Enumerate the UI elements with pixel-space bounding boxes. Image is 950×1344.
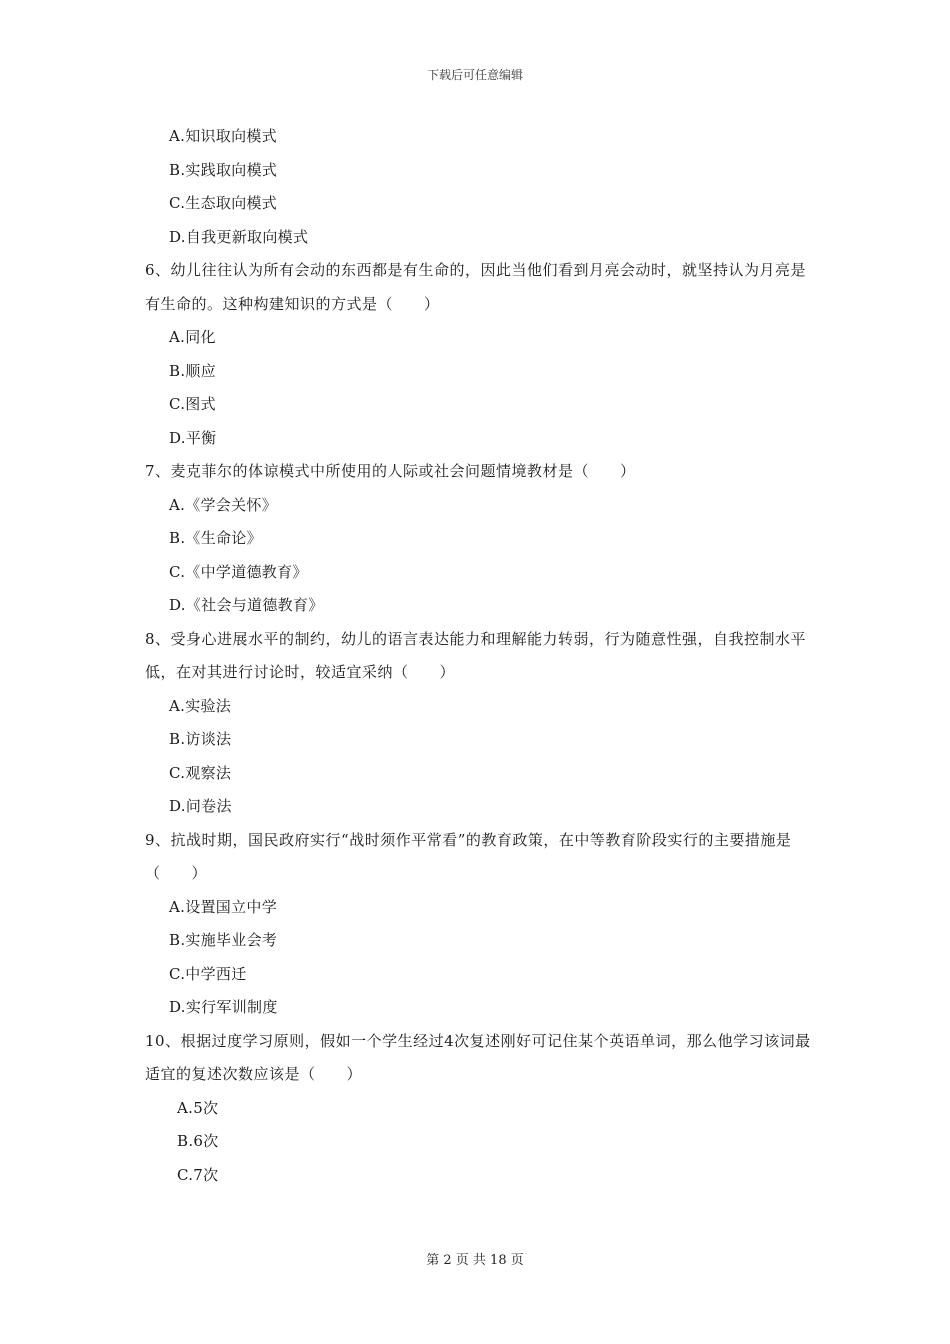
page-header: 下载后可任意编辑 [426, 68, 523, 82]
question-6: 6、幼儿往往认为所有会动的东西都是有生命的，因此当他们看到月亮会动时，就坚持认为月亮是有生命的。这种构建知识的方式是（ ） [145, 261, 807, 313]
option-5b: B.实践取向模式 [169, 160, 278, 179]
option-10b: B.6次 [177, 1132, 219, 1150]
option-8b: B.访谈法 [169, 730, 232, 748]
question-8: 8、受身心进展水平的制约，幼儿的语言表达能力和理解能力转弱，行为随意性强，自我控制水平低，在对其进行讨论时，较适宜采纳（ ） [145, 629, 807, 681]
option-7d: D.《社会与道德教育》 [169, 596, 324, 614]
option-6c: C.图式 [169, 395, 216, 413]
option-9c: C.中学西迁 [169, 964, 247, 983]
option-8d: D.问卷法 [169, 797, 232, 815]
option-7b: B.《生命论》 [169, 529, 262, 547]
question-10: 10、根据过度学习原则，假如一个学生经过4次复述刚好可记住某个英语单词，那么他学习该词最适宜的复述次数应该是（ ） [145, 1031, 811, 1083]
question-9: 9、抗战时期，国民政府实行“战时须作平常看”的教育政策，在中等教育阶段实行的主要措施是（ ） [145, 830, 792, 882]
option-5a: A.知识取向模式 [169, 127, 278, 145]
option-8a: A.实验法 [169, 696, 232, 715]
option-6d: D.平衡 [169, 428, 217, 447]
page-footer: 第 2 页 共 18 页 [426, 1253, 524, 1268]
option-10a: A.5次 [177, 1098, 219, 1117]
option-7c: C.《中学道德教育》 [169, 562, 308, 581]
option-9b: B.实施毕业会考 [169, 931, 278, 949]
option-7a: A.《学会关怀》 [169, 495, 278, 514]
document-body [0, 120, 950, 1192]
option-6a: A.同化 [169, 328, 216, 346]
question-7: 7、麦克菲尔的体谅模式中所使用的人际或社会问题情境教材是（ ） [145, 462, 636, 480]
option-9a: A.设置国立中学 [169, 897, 278, 916]
option-8c: C.观察法 [169, 763, 232, 782]
option-9d: D.实行军训制度 [169, 998, 278, 1016]
option-5d: D.自我更新取向模式 [169, 227, 309, 246]
option-6b: B.顺应 [169, 361, 216, 380]
option-10c: C.7次 [177, 1165, 219, 1184]
option-5c: C.生态取向模式 [169, 194, 278, 212]
